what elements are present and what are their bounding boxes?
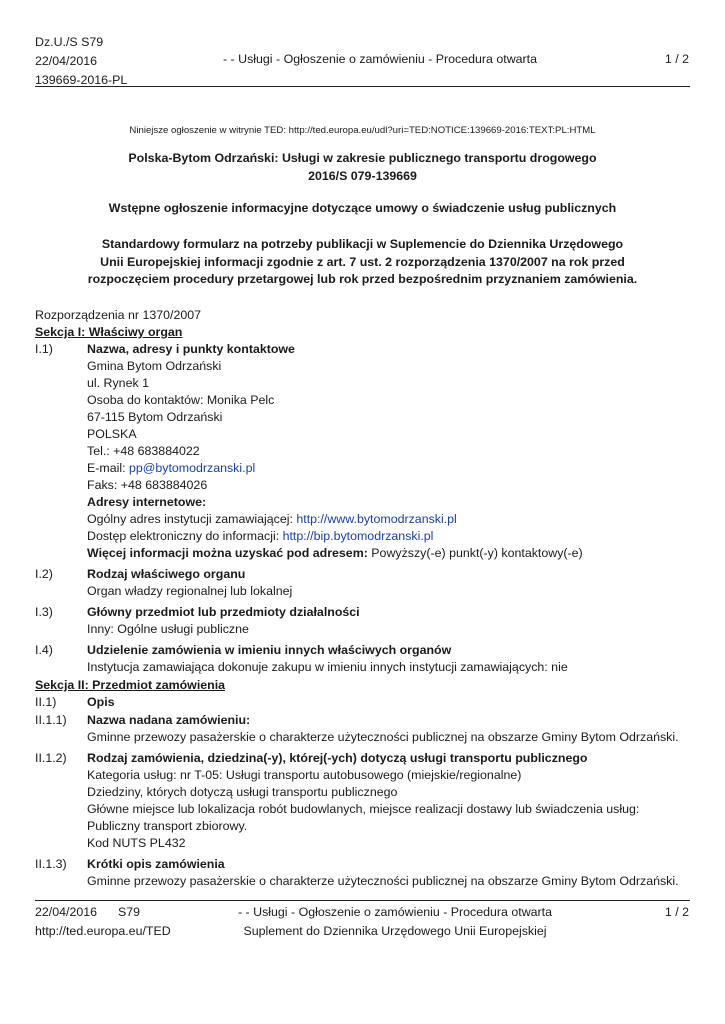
section-1-title: Sekcja I: Właściwy organ (35, 325, 183, 339)
entry-number: I.1) (35, 342, 53, 356)
general-address-row (87, 511, 695, 528)
entry-text: Gminne przewozy pasażerskie o charakterze użyteczności publicznej na obszarze Gminy Bytom Odrzański. (87, 730, 679, 744)
entry-i-1 (35, 341, 695, 562)
footer-supplement: Suplement do Dziennika Urzędowego Unii Europejskiej (243, 924, 547, 938)
service-category: Kategoria usług: nr T-05: Usługi transportu autobusowego (miejskie/regionalne) (87, 768, 522, 782)
entry-number: II.1.2) (35, 751, 67, 765)
more-info-value: Powyższy(-e) punkt(-y) kontaktowy(-e) (367, 546, 583, 560)
entry-heading: Nazwa nadana zamówieniu: (87, 713, 251, 727)
email-row (87, 460, 695, 477)
performance-location: Główne miejsce lub lokalizacja robót budowlanych, miejsce realizacji dostawy lub świadczenia usług: Publiczny transport zbiorowy. (87, 802, 640, 833)
fax-number: Faks: +48 683884026 (87, 478, 208, 492)
email-link[interactable]: pp@bytomodrzanski.pl (129, 461, 256, 475)
entry-number: II.1) (35, 695, 57, 709)
authority-country: POLSKA (87, 427, 137, 441)
header-divider (35, 86, 690, 87)
section-2-title: Sekcja II: Przedmiot zamówienia (35, 678, 226, 692)
entry-i-4 (35, 642, 695, 676)
entry-text: Organ władzy regionalnej lub lokalnej (87, 584, 293, 598)
entry-number: II.1.1) (35, 713, 67, 727)
entry-number: I.2) (35, 567, 53, 581)
entry-text: Instytucja zamawiająca dokonuje zakupu w imieniu innych instytucji zamawiających: nie (87, 660, 568, 674)
entry-heading: Opis (87, 695, 115, 709)
ted-notice-link[interactable]: Niniejsze ogłoszenie w witrynie TED: http://ted.europa.eu/udl?uri=TED:NOTICE:139669-2016:TEXT:PL:HTML (129, 125, 596, 136)
entry-heading: Nazwa, adresy i punkty kontaktowe (87, 342, 295, 356)
main-title-line-1: Polska-Bytom Odrzański: Usługi w zakresie publicznego transportu drogowego (128, 151, 597, 165)
general-address-label: Ogólny adres instytucji zamawiającej: (87, 512, 297, 526)
header-doc-ref: Dz.U./S S79 (35, 35, 104, 49)
entry-ii-1-2 (35, 750, 695, 852)
header-notice-id: 139669-2016-PL (35, 73, 128, 87)
entry-ii-1 (35, 694, 695, 711)
entry-heading: Główny przedmiot lub przedmioty działalności (87, 605, 360, 619)
entry-text: Inny: Ogólne usługi publiczne (87, 622, 249, 636)
notice-subtitle: Wstępne ogłoszenie informacyjne dotyczące umowy o świadczenie usług publicznych (108, 201, 617, 215)
form-description (60, 236, 665, 289)
header-left (35, 33, 127, 90)
entry-heading: Rodzaj zamówienia, dziedzina(-y), której(-ych) dotyczą usługi transportu publicznego (87, 751, 588, 765)
internet-addresses-heading: Adresy internetowe: (87, 495, 207, 509)
regulation-reference: Rozporządzenia nr 1370/2007 (35, 308, 202, 322)
entry-heading: Udzielenie zamówienia w imieniu innych właściwych organów (87, 643, 452, 657)
authority-city: 67-115 Bytom Odrzański (87, 410, 223, 424)
transport-fields: Dziedziny, których dotyczą usługi transportu publicznego (87, 785, 398, 799)
header-page-number: 1 / 2 (664, 52, 689, 66)
nuts-code: Kod NUTS PL432 (87, 836, 186, 850)
notice-content (35, 307, 695, 894)
entry-i-2 (35, 566, 695, 600)
entry-number: II.1.3) (35, 857, 67, 871)
footer-left (35, 903, 171, 941)
form-line-1: Standardowy formularz na potrzeby publikacji w Suplemencie do Dziennika Urzędowego (101, 237, 624, 251)
phone-number: Tel.: +48 683884022 (87, 444, 200, 458)
footer-date: 22/04/2016 (35, 905, 98, 919)
contact-person: Osoba do kontaktów: Monika Pelc (87, 393, 275, 407)
entry-text: Gminne przewozy pasażerskie o charakterze użyteczności publicznej na obszarze Gminy Bytom Odrzański. (87, 874, 679, 888)
form-line-3: rozpoczęciem procedury przetargowej lub rok przed bezpośrednim przyznaniem zamówienia. (87, 272, 638, 286)
footer-title: - - Usługi - Ogłoszenie o zamówieniu - Procedura otwarta (237, 905, 553, 919)
notice-main-title (60, 150, 665, 185)
entry-heading: Krótki opis zamówienia (87, 857, 225, 871)
more-info-label: Więcej informacji można uzyskać pod adresem: (87, 546, 368, 560)
general-address-link[interactable]: http://www.bytomodrzanski.pl (296, 512, 457, 526)
email-label: E-mail: (87, 461, 129, 475)
entry-ii-1-1 (35, 712, 695, 746)
more-info-row (87, 545, 695, 562)
entry-number: I.4) (35, 643, 53, 657)
entry-number: I.3) (35, 605, 53, 619)
form-line-2: Unii Europejskiej informacji zgodnie z art. 7 ust. 2 rozporządzenia 1370/2007 na rok przed (100, 254, 625, 269)
electronic-access-row (87, 528, 695, 545)
footer-center (200, 903, 590, 941)
entry-i-3 (35, 604, 695, 638)
entry-heading: Rodzaj właściwego organu (87, 567, 246, 581)
header-title: - - Usługi - Ogłoszenie o zamówieniu - Procedura otwarta (222, 52, 538, 66)
entry-ii-1-3 (35, 856, 695, 890)
footer-series: S79 (118, 905, 141, 919)
footer-page-number: 1 / 2 (664, 905, 689, 919)
electronic-access-label: Dostęp elektroniczny do informacji: (87, 529, 283, 543)
header-date: 22/04/2016 (35, 54, 98, 68)
electronic-access-link[interactable]: http://bip.bytomodrzanski.pl (282, 529, 434, 543)
footer-divider (35, 900, 690, 901)
authority-name: Gmina Bytom Odrzański (87, 359, 222, 373)
main-title-line-2: 2016/S 079-139669 (308, 168, 417, 183)
authority-street: ul. Rynek 1 (87, 376, 149, 390)
footer-url[interactable]: http://ted.europa.eu/TED (35, 924, 171, 938)
